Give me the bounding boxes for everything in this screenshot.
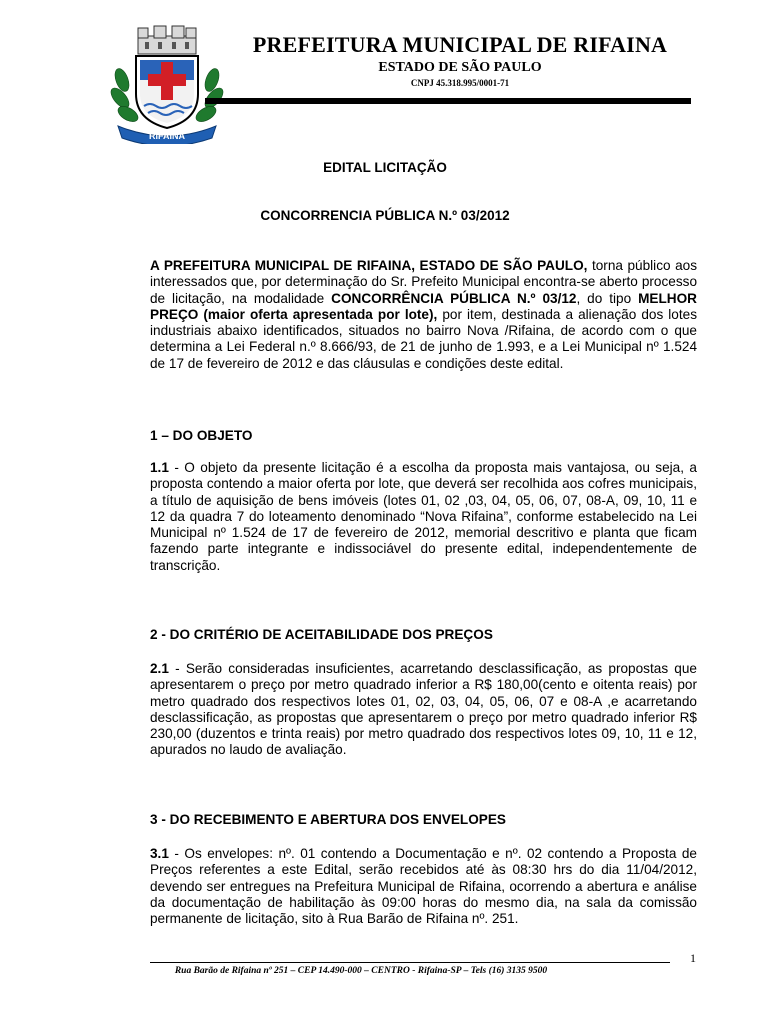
svg-text:RIFAINA: RIFAINA [149,131,185,141]
intro-text-2: , do tipo [576,290,639,306]
clause-number: 2.1 [150,661,169,676]
footer-address: Rua Barão de Rifaina nº 251 – CEP 14.490-000 – CENTRO - Rifaina-SP – Tels (16) 3135 9500 [174,966,548,976]
page-number: 1 [690,951,696,965]
footer-divider [150,962,670,963]
intro-text-1: torna público aos interessados que, por determinação do Sr. Prefeito Municipal encontra-se aberto processo de licitação, na modalidade [150,258,697,306]
document-subtitle: CONCORRENCIA PÚBLICA N.º 03/2012 [260,208,510,223]
header-divider [205,98,691,104]
section-paragraph-objeto [150,460,697,574]
municipality-title: PREFEITURA MUNICIPAL DE RIFAINA [252,32,668,57]
cnpj-number: CNPJ 45.318.995/0001-71 [410,78,510,88]
section-heading-recebimento: 3 - DO RECEBIMENTO E ABERTURA DOS ENVELOPES [150,812,506,827]
section-heading-criterio: 2 - DO CRITÉRIO DE ACEITABILIDADE DOS PREÇOS [150,627,493,642]
clause-text: - Serão consideradas insuficientes, acarretando desclassificação, as propostas que apresentarem o preço por metro quadrado inferior a R$ 180,00(cento e oitenta reais) por metro quadrado dos respectivos lotes 01, 02, 03, 04, 05, 06, 07 e 08-A ,e acarretando desclassificação, as propostas que apresentarem o preço por metro quadrado inferior R$ 230,00 (duzentos e trinta reais) por metro quadrado dos respectivos lotes 09, 10, 11 e 12, apurados no laudo de avaliação. [150,661,697,758]
clause-number: 1.1 [150,460,169,475]
intro-paragraph [150,258,697,372]
coat-of-arms-logo [108,22,226,144]
section-paragraph-criterio [150,661,697,759]
intro-bold-3: MELHOR PREÇO (maior oferta apresentada por lote), [150,290,697,322]
section-paragraph-recebimento [150,846,697,927]
intro-text-3: por item, destinada a alienação dos lotes industriais abaixo identificados, situados no bairro Nova /Rifaina, de acordo com o que determina a Lei Federal n.º 8.666/93, de 21 de junho de 1.993, e a Lei Municipal nº 1.524 de 17 de fevereiro de 2012 e das cláusulas e condições deste edital. [150,306,697,371]
document-title: EDITAL LICITAÇÃO [323,160,447,175]
clause-text: - Os envelopes: nº. 01 contendo a Documentação e nº. 02 contendo a Proposta de Preços referentes a este Edital, serão recebidos até às 08:30 hrs do dia 11/04/2012, devendo ser entregues na Prefeitura Municipal de Rifaina, ocorrendo a abertura e análise da documentação de habilitação às 09:00 horas do mesmo dia, na sala da comissão permanente de licitação, sito à Rua Barão de Rifaina nº. 251. [150,846,697,927]
section-heading-objeto: 1 – DO OBJETO [150,428,253,443]
intro-bold-2: CONCORRÊNCIA PÚBLICA N.º 03/12 [331,290,577,306]
state-name: ESTADO DE SÃO PAULO [378,60,542,75]
clause-number: 3.1 [150,846,169,861]
intro-bold-1: A PREFEITURA MUNICIPAL DE RIFAINA, ESTADO DE SÃO PAULO, [150,258,588,273]
clause-text: - O objeto da presente licitação é a escolha da proposta mais vantajosa, ou seja, a proposta contendo a maior oferta por lote, que deverá ser recolhida aos cofres municipais, a título de aquisição de bens imóveis (lotes 01, 02 ,03, 04, 05, 06, 07, 08-A, 09, 10, 11 e 12 da quadra 7 do loteamento denominado “Nova Rifaina”, conforme estabelecido na Lei Municipal nº 1.524 de 17 de fevereiro de 2012, memorial descritivo e planta que ficam fazendo parte integrante e indissociável do presente edital, independentemente de transcrição. [150,460,697,573]
